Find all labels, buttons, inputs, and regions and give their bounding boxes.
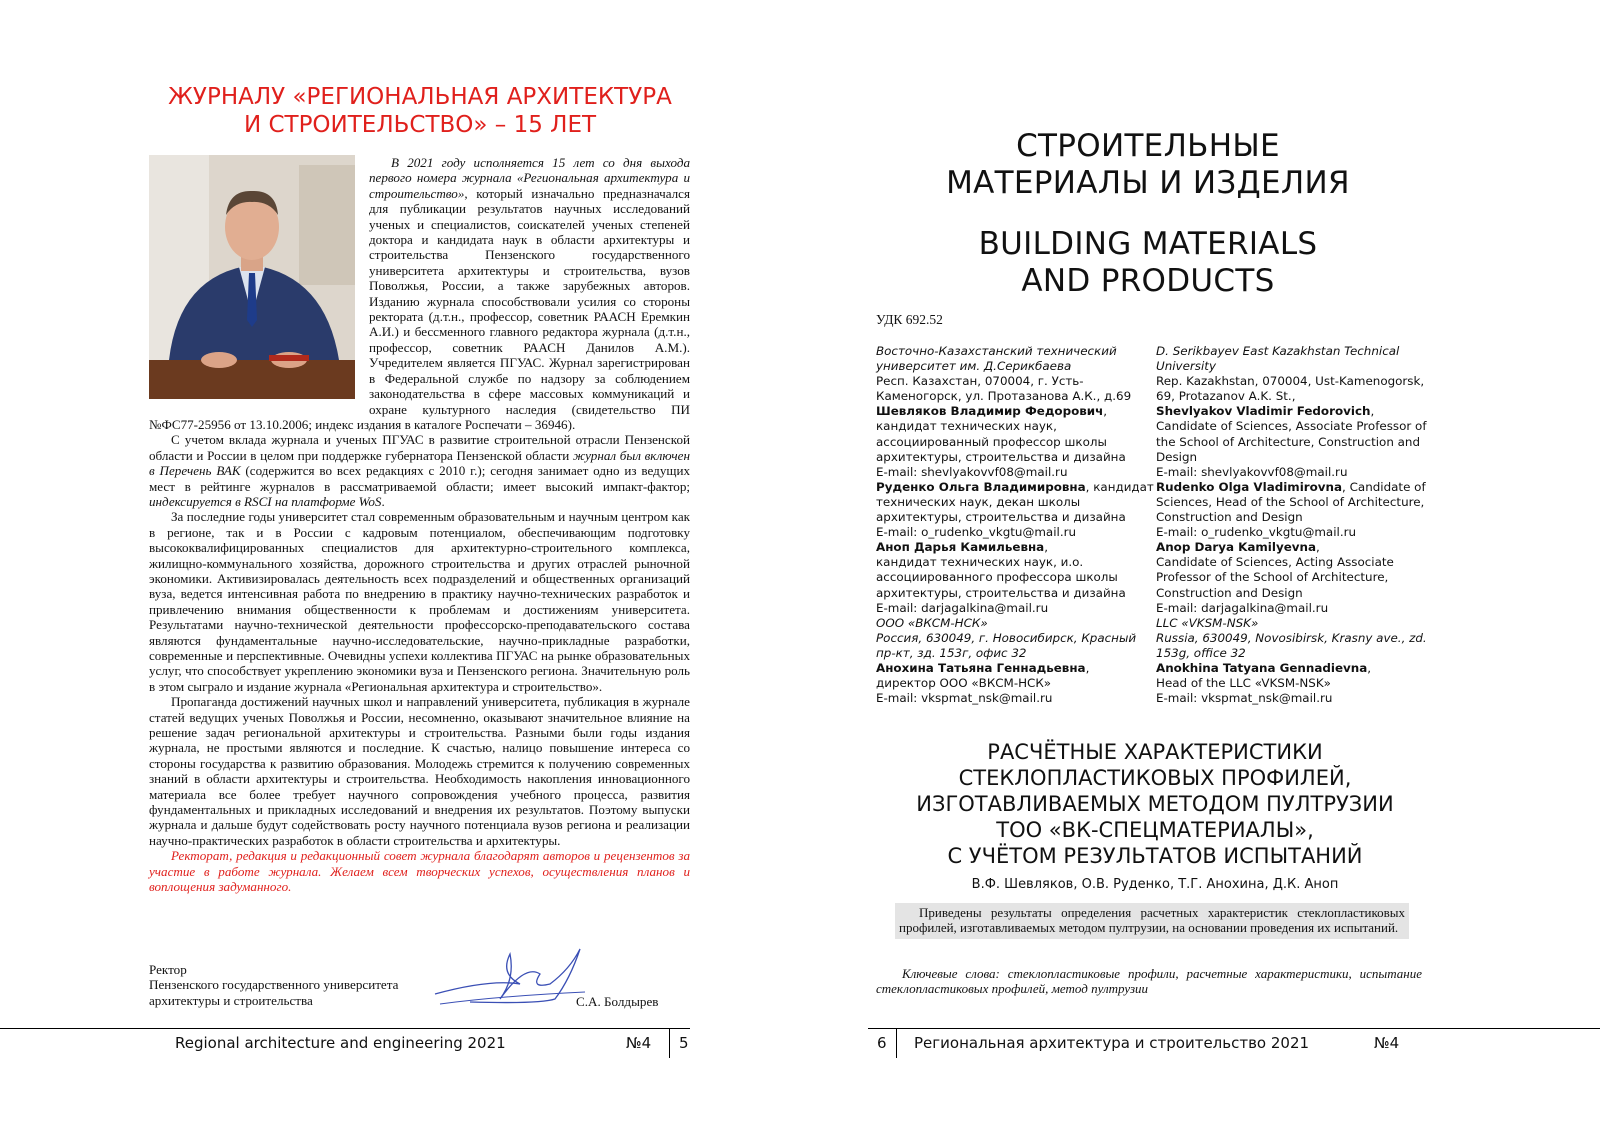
signature-block: Ректор Пензенского государственного университета архитектуры и строительства (149, 962, 399, 1008)
section-title-en: BUILDING MATERIALS AND PRODUCTS (978, 226, 1318, 299)
rector-name: С.А. Болдырев (576, 994, 659, 1009)
author-name: Анохина Татьяна Геннадьевна, (876, 660, 1090, 675)
editorial-paragraph-3: За последние годы университет стал современным образовательным и научным центром как в регионе, так и в России с кадровым потенциалом, обеспечивающим подготовку высококвалифицированных специалистов для архитектурно-строительного комплекса, жилищно-коммунального хозяйства, дорожного строительства и других отраслей рыночной экономики. Активизировалась деятельность всех подразделений и общественных организаций вуза, ведется интенсивная работа по внедрению в практику научно-технических разработок и привлечению внимания общественности к проблемам и достижениям университета. Результатами научно-технической деятельности профессорско-преподавательского состава являются фундаментальные научно-исследовательские, научно-прикладные разработки, современные и перспективные. Очевидны успехи коллектива ПГУАС на рынке образовательных услуг, что способствует укреплению экономики вуза и Пензенского региона. Значительную роль в этом сыграло и издание журнала «Региональная архитектура и строительство». (149, 509, 690, 694)
footer-issue-number: №4 (1374, 1034, 1400, 1052)
udk-code: УДК 692.52 (876, 312, 943, 327)
author-email: E-mail: vkspmat_nsk@mail.ru (1156, 691, 1333, 706)
affiliations-en: D. Serikbayev East Kazakhstan Technical University Rep. Kazakhstan, 070004, Ust-Kamenogorsk, 69, Protazanov A.K. St., Shevlyakov Vladimir Fedorovich, Candidate of Sciences, Associate Professor of the School of Architecture, Construction and Design E-mail: shevlyakovvf08@mail.ru Rudenko Olga Vladimirovna, Candidate of Sciences, Head of the School of Architecture, Construction and Design E-mail: o_rudenko_vkgtu@mail.ru Anop Darya Kamilyevna, Candidate of Sciences, Acting Associate Professor of the School of Architecture, Construction and Design E-mail: darjagalkina@mail.ru LLC «VKSM-NSK» Russia, 630049, Novosibirsk, Krasny ave., zd. 153g, office 32 Anokhina Tatyana Gennadievna, Head of the LLC «VKSM-NSK» E-mail: vkspmat_nsk@mail.ru (1156, 344, 1434, 706)
article-title: РАСЧЁТНЫЕ ХАРАКТЕРИСТИКИ СТЕКЛОПЛАСТИКОВЫХ ПРОФИЛЕЙ, ИЗГОТАВЛИВАЕМЫХ МЕТОДОМ ПУЛТРУЗИИ ТОО «ВК-СПЕЦМАТЕРИАЛЫ», С УЧЁТОМ РЕЗУЛЬТАТОВ ИСПЫТАНИЙ (916, 740, 1394, 868)
article-abstract: Приведены результаты определения расчетных характеристик стеклопластиковых профилей, изготавливаемых методом пултрузии, на основании проведения их испытаний. (895, 903, 1409, 939)
footer-issue-number: №4 (626, 1034, 652, 1052)
footer-journal-name: Regional architecture and engineering 2021 (175, 1034, 506, 1052)
rector-photo (149, 155, 355, 399)
editorial-title: ЖУРНАЛУ «РЕГИОНАЛЬНАЯ АРХИТЕКТУРА И СТРОИТЕЛЬСТВО» – 15 ЛЕТ (168, 84, 672, 138)
author-email: E-mail: o_rudenko_vkgtu@mail.ru (1156, 525, 1357, 540)
author-email: E-mail: darjagalkina@mail.ru (876, 600, 1049, 615)
editorial-closing-wish: Ректорат, редакция и редакционный совет журнала благодарят авторов и рецензентов за участие в работе журнала. Желаем всем творческих успехов, осуществления планов и воплощения задуманного. (149, 848, 690, 895)
editorial-paragraph-2: С учетом вклада журнала и ученых ПГУАС в развитие строительной отрасли Пензенской области и России в целом при поддержке губернатора Пензенской области журнал был включен в Перечень ВАК (содержится во всех редакциях с 2010 г.); сегодня занимает одно из ведущих мест в рейтинге журналов в рассматриваемой области; имеет высокий импакт-фактор; индексируется в RSCI на платформе WoS. (149, 432, 691, 509)
author-email: E-mail: shevlyakovvf08@mail.ru (1156, 464, 1348, 479)
author-email: E-mail: vkspmat_nsk@mail.ru (876, 691, 1053, 706)
article-keywords: Ключевые слова: стеклопластиковые профили, расчетные характеристики, испытание стеклопластиковых профилей, метод пултрузии (876, 966, 1422, 997)
article-authors: В.Ф. Шевляков, О.В. Руденко, Т.Г. Анохина, Д.К. Аноп (971, 877, 1339, 892)
author-name: Anokhina Tatyana Gennadievna, (1156, 660, 1372, 675)
footer-page-number: 6 (877, 1034, 887, 1052)
author-name: Anop Darya Kamilyevna, (1156, 540, 1320, 555)
footer-page-number: 5 (679, 1034, 689, 1052)
author-email: E-mail: darjagalkina@mail.ru (1156, 600, 1329, 615)
handwritten-signature (430, 944, 590, 1014)
editorial-paragraph-1: В 2021 году исполняется 15 лет со дня выхода первого номера журнала «Региональная архитектура и строительство», который изначально предназначался для публикации результатов научных исследований ученых и специалистов, соискателей ученых степеней доктора и кандидата наук в области архитектуры и строительства Пензенского государственного университета архитектуры и строительства, вузов Поволжья, России, а также зарубежных авторов. Изданию журнала способствовали усилия со стороны ректората (д.т.н., профессор, советник РААСН Еремкин А.И.) и бессменного главного редактора журнала (д.т.н., профессор, советник РААСН Данилов А.М.). Учредителем является ПГУАС. Журнал зарегистрирован в Федеральной службе по надзору за соблюдением законодательства в сфере массовых коммуникаций и охране культурного наследия (свидетельство ПИ №ФС77-25956 от 13.10.2006; индекс издания в каталоге Роспечати – 36946). (149, 155, 690, 432)
affiliations-ru: Восточно-Казахстанский технический университет им. Д.Серикбаева Респ. Казахстан, 070004, г. Усть-Каменогорск, ул. Протазанова А.К., д.69 Шевляков Владимир Федорович, кандидат технических наук, ассоциированный профессор школы архитектуры, строительства и дизайна E-mail: shevlyakovvf08@mail.ru Руденко Ольга Владимировна, кандидат технических наук, декан школы архитектуры, строительства и дизайна E-mail: o_rudenko_vkgtu@mail.ru Аноп Дарья Камильевна, кандидат технических наук, и.о. ассоциированного профессора школы архитектуры, строительства и дизайна E-mail: darjagalkina@mail.ru ООО «ВКСМ-НСК» Россия, 630049, г. Новосибирск, Красный пр-кт, зд. 153г, офис 32 Анохина Татьяна Геннадьевна, директор ООО «ВКСМ-НСК» E-mail: vkspmat_nsk@mail.ru (876, 344, 1154, 706)
author-name: Shevlyakov Vladimir Fedorovich, (1156, 404, 1375, 419)
author-email: E-mail: shevlyakovvf08@mail.ru (876, 464, 1068, 479)
section-title-ru: СТРОИТЕЛЬНЫЕ МАТЕРИАЛЫ И ИЗДЕЛИЯ (946, 128, 1350, 201)
author-name: Шевляков Владимир Федорович, (876, 404, 1108, 419)
author-email: E-mail: o_rudenko_vkgtu@mail.ru (876, 525, 1077, 540)
footer-journal-name: Региональная архитектура и строительство 2021 (914, 1034, 1310, 1052)
author-name: Аноп Дарья Камильевна, (876, 540, 1048, 555)
editorial-paragraph-4: Пропаганда достижений научных школ и направлений университета, публикация в журнале статей ведущих ученых Поволжья и России, несомненно, оказывают значительное влияние на решение задач региональной архитектуры и строительства. Разными были годы издания журнала, не простыми являются и последние. К счастью, налицо повышение интереса со стороны государства к развитию образования. Молодежь стремится к получению современных знаний в области архитектуры и строительства. Необходимость накопления инновационного материала все более требует научного сопровождения учебного процесса, развития фундаментальных и прикладных исследований и внедрения их результатов. Поэтому выпуски журнала и дальше будут содействовать росту научного потенциала вузов региона и реализации научно-практических разработок в области строительства и архитектуры. (149, 694, 690, 848)
